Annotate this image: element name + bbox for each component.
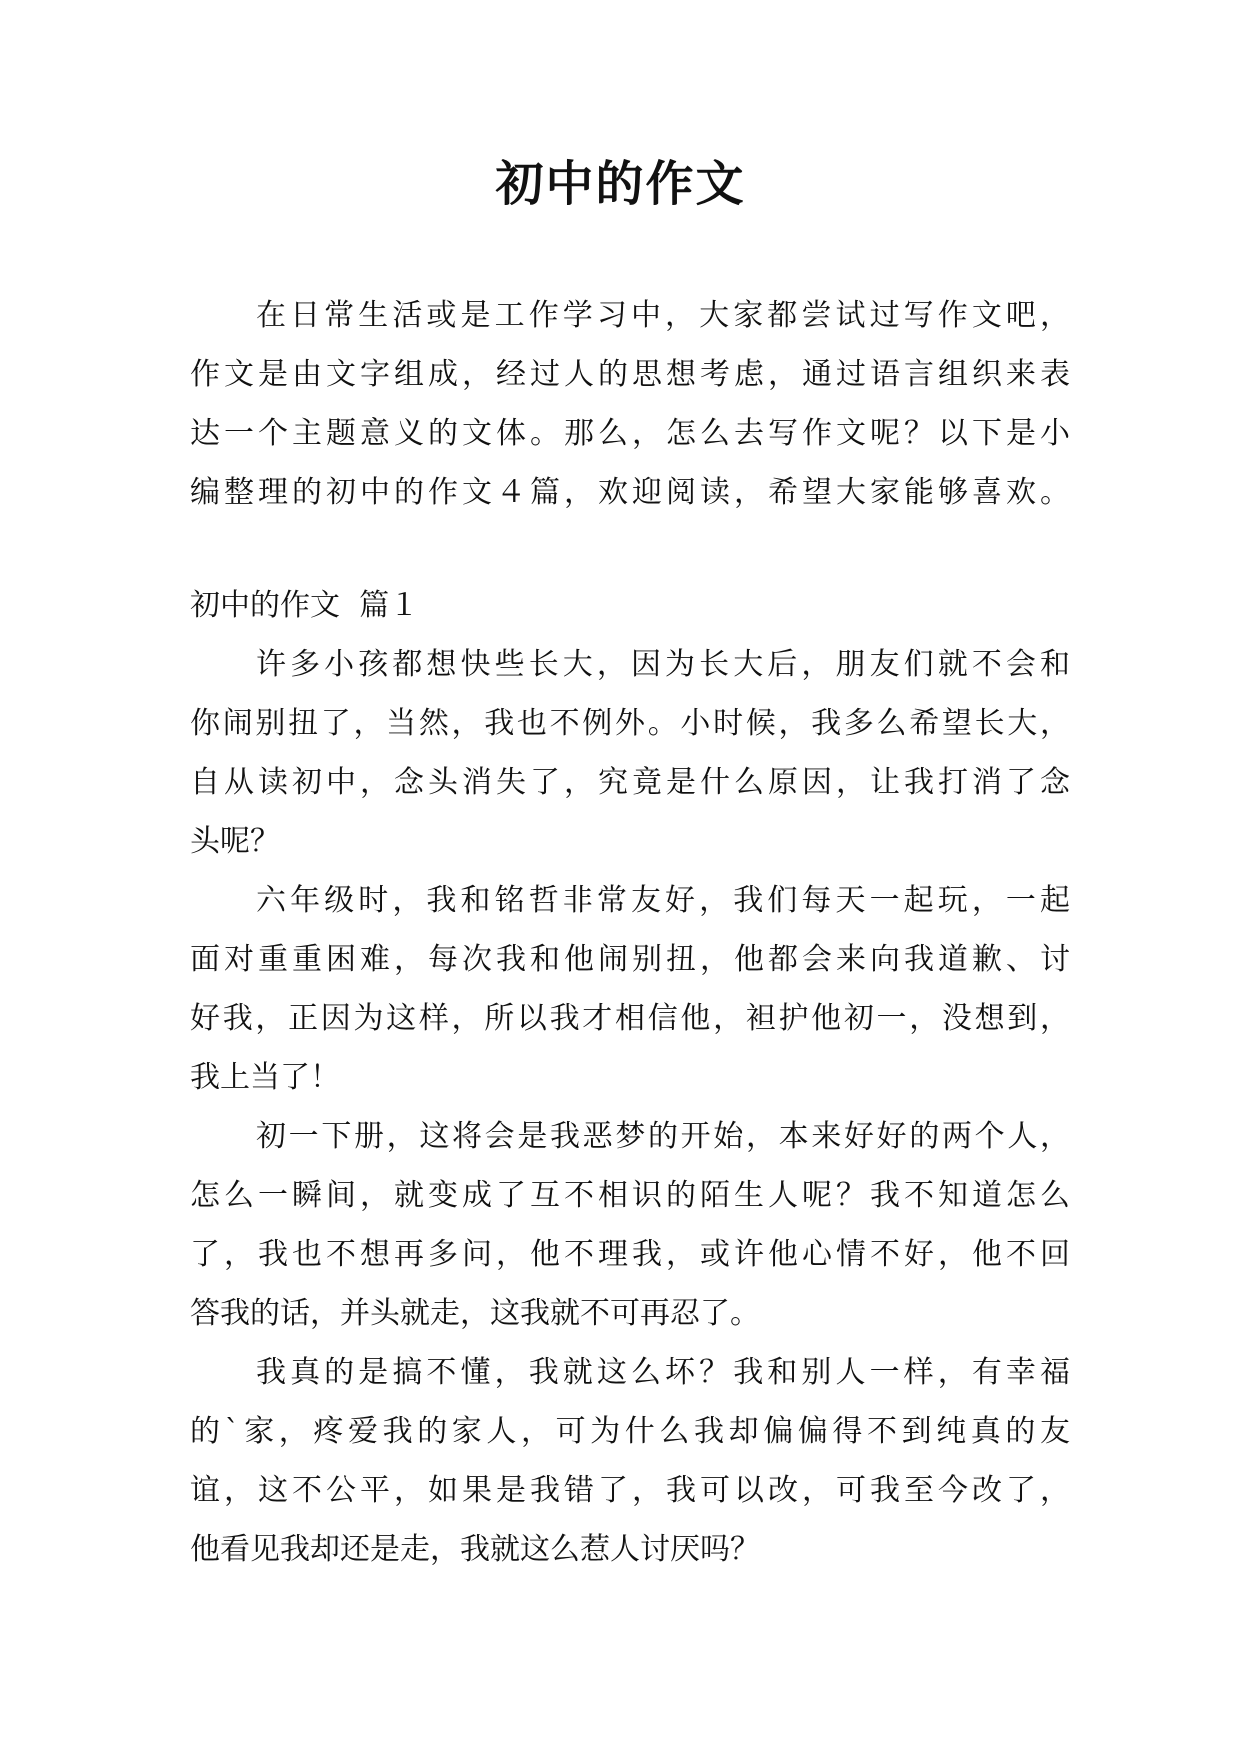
paragraph-line: 怎么一瞬间，就变成了互不相识的陌生人呢？我不知道怎么 — [190, 1178, 1070, 1213]
paragraph-line: 了，我也不想再多问，他不理我，或许他心情不好，他不回 — [190, 1237, 1070, 1272]
intro-line: 作文是由文字组成，经过人的思想考虑，通过语言组织来表 — [190, 357, 1070, 392]
paragraph-line: 头呢？ — [190, 824, 280, 859]
paragraph-line: 初一下册，这将会是我恶梦的开始，本来好好的两个人， — [256, 1119, 1070, 1154]
paragraph-line: 面对重重困难，每次我和他闹别扭，他都会来向我道歉、讨 — [190, 942, 1070, 977]
intro-line: 达一个主题意义的文体。那么，怎么去写作文呢？以下是小 — [190, 416, 1070, 451]
paragraph-line: 六年级时，我和铭哲非常友好，我们每天一起玩，一起 — [256, 883, 1070, 918]
intro-line: 编整理的初中的作文４篇，欢迎阅读，希望大家能够喜欢。 — [190, 475, 1070, 510]
paragraph-line: 他看见我却还是走，我就这么惹人讨厌吗？ — [190, 1532, 760, 1567]
intro-line: 在日常生活或是工作学习中，大家都尝试过写作文吧， — [256, 298, 1070, 333]
paragraph-line: 我上当了！ — [190, 1060, 340, 1095]
document-title: 初中的作文 — [495, 156, 746, 212]
paragraph-line: 答我的话，并头就走，这我就不可再忍了。 — [190, 1296, 760, 1331]
paragraph-line: 许多小孩都想快些长大，因为长大后，朋友们就不会和 — [256, 647, 1070, 682]
essay-paragraph — [190, 871, 1070, 1107]
paragraph-line: 的`家，疼爱我的家人，可为什么我却偏偏得不到纯真的友 — [190, 1414, 1070, 1449]
paragraph-line: 我真的是搞不懂，我就这么坏？我和别人一样，有幸福 — [256, 1355, 1070, 1390]
section-heading: 初中的作文 篇１ — [190, 588, 420, 623]
paragraph-line: 好我，正因为这样，所以我才相信他，袒护他初一，没想到， — [190, 1001, 1070, 1036]
essay-body — [190, 635, 1070, 1579]
essay-paragraph — [190, 1343, 1070, 1579]
essay-paragraph — [190, 635, 1070, 871]
intro-paragraph — [190, 286, 1070, 522]
paragraph-line: 你闹别扭了，当然，我也不例外。小时候，我多么希望长大， — [190, 706, 1070, 741]
essay-paragraph — [190, 1107, 1070, 1343]
paragraph-line: 谊，这不公平，如果是我错了，我可以改，可我至今改了， — [190, 1473, 1070, 1508]
paragraph-line: 自从读初中，念头消失了，究竟是什么原因，让我打消了念 — [190, 765, 1070, 800]
